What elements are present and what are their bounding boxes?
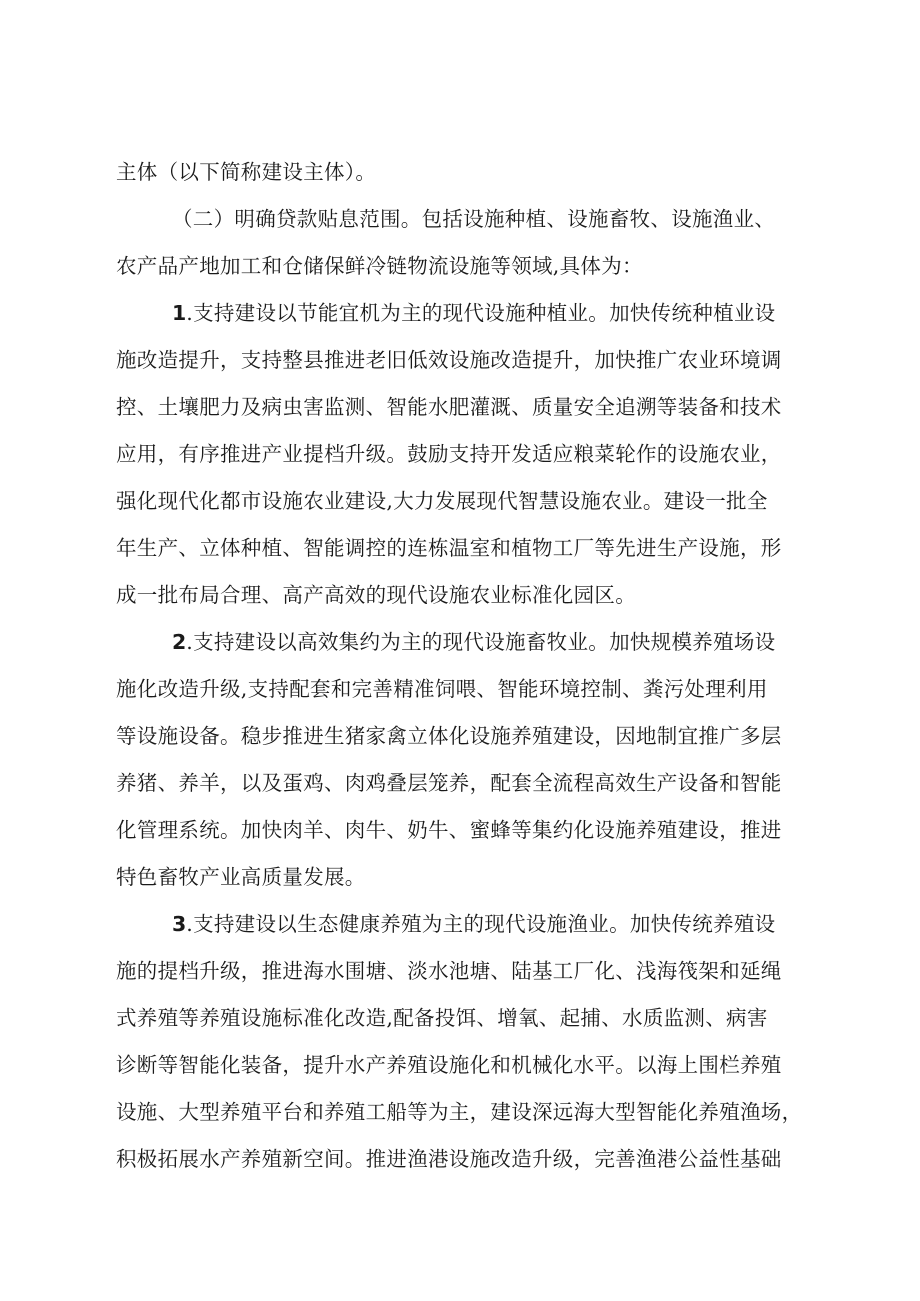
line-text: 设施、大型养殖平台和养殖工船等为主，建设深远海大型智能化养殖渔场， [116,1100,803,1124]
item-number: 1 [172,301,187,325]
item-number: 3 [172,912,187,936]
line-text: 等设施设备。稳步推进生猪家禽立体化设施养殖建设，因地制宜推广多层 [116,724,782,748]
paragraph-start [116,196,810,243]
line-text: 特色畜牧产业高质量发展。 [116,865,366,889]
text-line [116,243,810,290]
text-line [116,525,810,572]
text-line [116,384,810,431]
line-text: 控、土壤肥力及病虫害监测、智能水肥灌溉、质量安全追溯等装备和技术 [116,395,782,419]
line-text: 诊断等智能化装备，提升水产养殖设施化和机械化水平。以海上围栏养殖 [116,1053,782,1077]
text-line [116,760,810,807]
text-line [116,948,810,995]
text-line [116,807,810,854]
text-line [116,149,810,196]
numbered-paragraph-start [116,619,810,666]
line-text: 成一批布局合理、高产高效的现代设施农业标准化园区。 [116,583,636,607]
line-text: 应用，有序推进产业提档升级。鼓励支持开发适应粮菜轮作的设施农业， [116,442,782,466]
item-number: 2 [172,630,187,654]
line-text: 强化现代化都市设施农业建设,大力发展现代智慧设施农业。建设一批全 [116,489,768,513]
text-line [116,431,810,478]
text-line [116,666,810,713]
text-line [116,572,810,619]
line-text: 施的提档升级，推进海水围塘、淡水池塘、陆基工厂化、浅海筏架和延绳 [116,959,782,983]
text-line [116,854,810,901]
line-text: 农产品产地加工和仓储保鲜冷链物流设施等领域,具体为： [116,254,643,278]
text-line [116,1042,810,1089]
line-text: 施化改造升级,支持配套和完善精准饲喂、智能环境控制、粪污处理利用 [116,677,768,701]
document-body [116,149,810,1183]
line-text: 化管理系统。加快肉羊、肉牛、奶牛、蜜蜂等集约化设施养殖建设，推进 [116,818,782,842]
numbered-paragraph-start [116,901,810,948]
text-line [116,1089,810,1136]
line-text: 积极拓展水产养殖新空间。推进渔港设施改造升级，完善渔港公益性基础 [116,1147,782,1171]
line-text: 年生产、立体种植、智能调控的连栋温室和植物工厂等先进生产设施，形 [116,536,782,560]
line-text: 主体（以下简称建设主体）。 [116,160,377,184]
line-text: 式养殖等养殖设施标准化改造,配备投饵、增氧、起捕、水质监测、病害 [116,1006,768,1030]
text-line [116,478,810,525]
line-text: 养猪、养羊，以及蛋鸡、肉鸡叠层笼养，配套全流程高效生产设备和智能 [116,771,782,795]
line-text: .支持建设以节能宜机为主的现代设施种植业。加快传统种植业设 [186,301,776,325]
numbered-paragraph-start [116,290,810,337]
text-line [116,995,810,1042]
line-text: .支持建设以高效集约为主的现代设施畜牧业。加快规模养殖场设 [186,630,776,654]
text-line [116,713,810,760]
line-text: （二）明确贷款贴息范围。包括设施种植、设施畜牧、设施渔业、 [172,207,776,231]
text-line [116,337,810,384]
line-text: .支持建设以生态健康养殖为主的现代设施渔业。加快传统养殖设 [186,912,776,936]
text-line [116,1136,810,1183]
line-text: 施改造提升，支持整县推进老旧低效设施改造提升，加快推广农业环境调 [116,348,782,372]
